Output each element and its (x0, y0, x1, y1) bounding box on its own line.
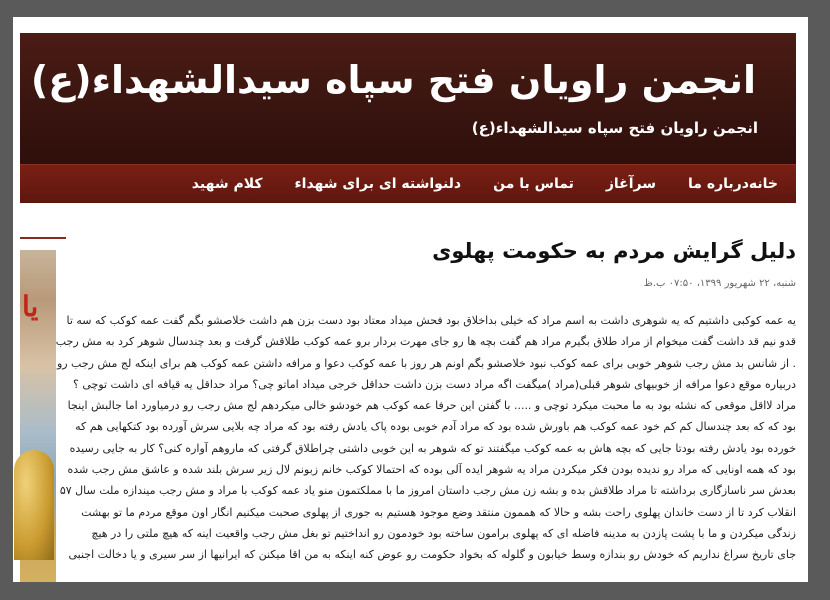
post-line: بود که که بعد چندسال کم کم خود عمه کوکب هم باورش شده بود که مراد آدم خوبی بوده پاک یادش رفته بود که مراد چه بلایی سرش آورده بود کتکهایی هم که (75, 420, 796, 434)
sidebar-divider (20, 237, 66, 239)
site-title[interactable]: انجمن راویان فتح سپاه سیدالشهداء(ع) (30, 58, 756, 102)
nav-item-home[interactable]: خانه (748, 176, 778, 192)
post-line: زندگی میکردن و ما با پشت پازدن به مدینه فاضله ای که پهلوی برامون ساخته بود خودمون رو انداختیم تو بغل مش رجب واقعیت اینه که هیچ ملتی را در هیچ (91, 526, 796, 540)
post-line: جای تاریخ سراغ نداریم که خودش رو بندازه وسط خیابون و گلوله که بخواد حکومت رو عوض کنه اینکه به من اقا میکنن که ایرانیها از سر سیری و یا دخالت اجنبی (68, 548, 796, 562)
post-line: . از شانس بد مش رجب شوهر خوبی برای عمه کوکب نبود خلاصشو بگم اونم هر روز با عمه کوکب دعوا و مرافه داشتن عمه کوکب هم برای اینکه لج مش رجب رو (56, 356, 796, 370)
page-frame (13, 17, 808, 582)
post-line: بود که همه اونایی که مراد رو ندیده بودن فکر میکردن مراد یه شوهر ایده آلی بوده که احتمالا کوکب خانم زبونم لال زیر سرش بلند شده و عاشق مش رجب شده (67, 463, 796, 477)
post-date: شنبه، ۲۲ شهریور ۱۳۹۹، ۰۷:۵۰ ب.ظ (643, 278, 796, 289)
nav-item-contact[interactable]: تماس با من (493, 176, 574, 192)
post-line: انقلاب کرد تا از دست خاندان پهلوی راحت بشه و حالا که هممون منتقد وضع موجود هستیم به جوری از پهلوی صحبت میکنیم انگار اون موقع مردم ما تو بهشت (81, 505, 796, 519)
banner-calligraphy: یا (22, 290, 39, 323)
golden-dome-icon (14, 450, 54, 560)
post-line: دربیاره موقع دعوا مرافه از خوبیهای شوهر قبلی(مراد )میگفت اگه مراد دست بزن داشت حداقل خرجی میداد اماتو چی؟ مراد حداقل یه قیافه ای داشت توچی ؟ (73, 377, 796, 391)
post-title[interactable]: دلیل گرایش مردم به حکومت پهلوی (432, 239, 796, 263)
main-nav (20, 164, 796, 203)
post-body (55, 310, 796, 566)
site-header (20, 33, 796, 164)
post-line: یه عمه کوکبی داشتیم که یه شوهری داشت به اسم مراد که خیلی بداخلاق بود فحش میداد معتاد بود دست بزن هم داشت خلاصشو بگم گفت عمه کوکب که سه تا (66, 314, 796, 327)
post-line: مراد لااقل موقعی که نشئه بود به ما محبت میکرد توچی و ..... با گفتن این حرفا عمه کوکب هم خودشو خالی میکردهم لج مش رجب رو درمیاورد اما جالبش اینجا (67, 399, 796, 413)
nav-item-intro[interactable]: سرآغاز (605, 176, 657, 192)
post-line: بعدش سر ناسازگاری برداشته تا مراد طلاقش بده و بشه زن مش رجب داستان امروز ما با مملکتمون منو یاد عمه کوکب با مراد و مش رجب میندازه ملت سال ۵۷ (59, 484, 796, 498)
post-line: قدو نیم قد داشت گفت میخوام از مراد طلاق بگیرم مراد هم گفت بچه ها رو جای مهرت بردار برو عمه کوکب طلاقش گرفت و بعد چندسال شوهر کرد به مش رجب (55, 335, 796, 349)
post-line: خورده بود یادش رفته بودتا جایی که بچه هاش به عمه کوکب میگفتند تو که شوهر به این خوبی داشتی چراطلاق گرفتی که ماروهم آواره کنی؟ کار به جایی رسیده (69, 441, 796, 455)
sidebar-banner-image[interactable] (20, 250, 56, 582)
nav-item-martyr-quotes[interactable]: کلام شهید (191, 176, 263, 192)
nav-item-about[interactable]: درباره ما (688, 176, 749, 192)
nav-item-martyrs-writings[interactable]: دلنواشته ای برای شهداء (294, 176, 462, 192)
site-subtitle: انجمن راویان فتح سپاه سیدالشهداء(ع) (471, 119, 758, 137)
